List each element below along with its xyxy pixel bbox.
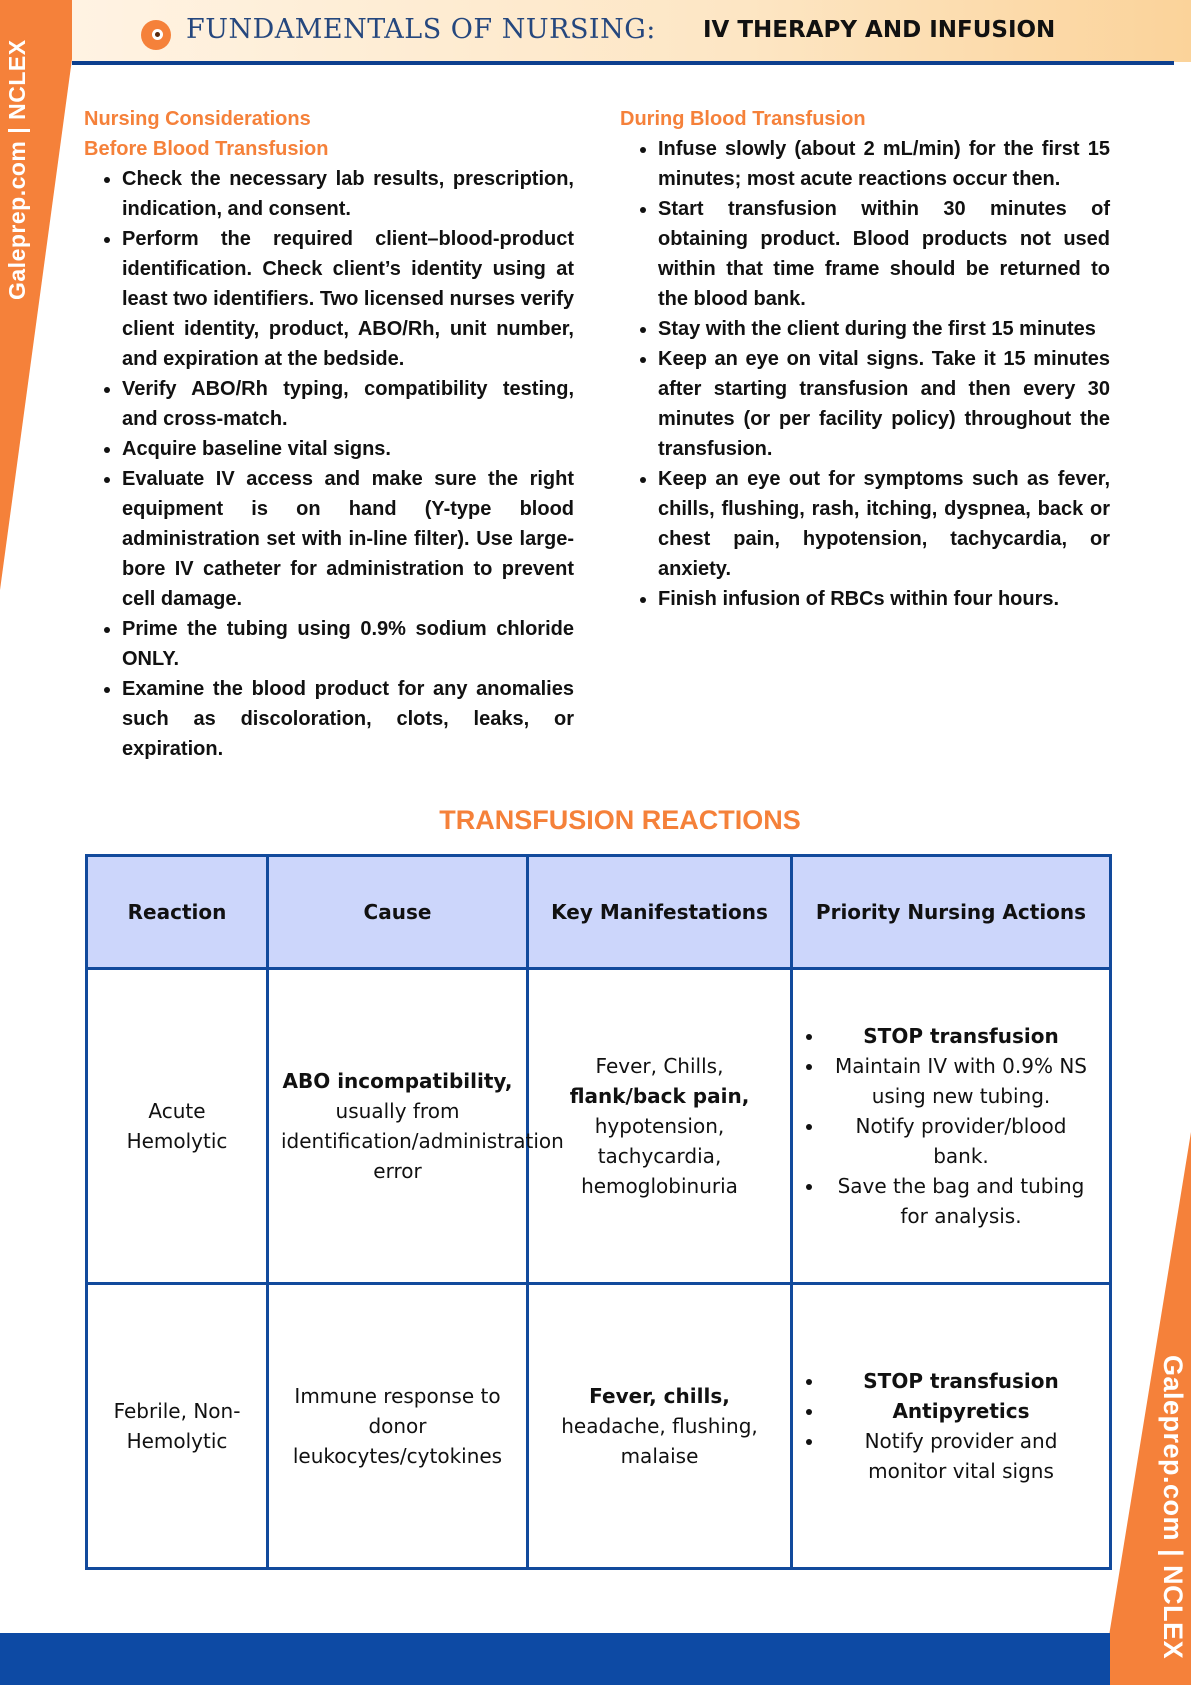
cause-highlight: ABO incompatibility, bbox=[282, 1069, 513, 1093]
manifestation-text: hypotension, tachycardia, hemoglobinuria bbox=[581, 1114, 738, 1198]
transfusion-reactions-table bbox=[85, 854, 1112, 1570]
actions-cell bbox=[792, 969, 1111, 1284]
list-item: • Verify ABO/Rh typing, compatibility testing, and cross-match. bbox=[122, 374, 574, 434]
list-item: • Check the necessary lab results, prescription, indication, and consent. bbox=[122, 164, 574, 224]
manifestations-cell bbox=[528, 969, 792, 1284]
actions-list bbox=[805, 1366, 1097, 1486]
table-row bbox=[87, 1284, 1111, 1569]
manifestation-highlight: flank/back pain, bbox=[569, 1084, 750, 1108]
list-item: • Keep an eye out for symptoms such as fever, chills, flushing, rash, itching, dyspnea, back or chest pain, hypotension, tachycardia, or anxiety. bbox=[658, 464, 1110, 584]
table-row bbox=[87, 969, 1111, 1284]
actions-list bbox=[805, 1021, 1097, 1231]
actions-cell bbox=[792, 1284, 1111, 1569]
list-item: • Keep an eye on vital signs. Take it 15 minutes after starting transfusion and then every 30 minutes (or per facility policy) throughout the transfusion. bbox=[658, 344, 1110, 464]
section-heading: Nursing Considerations bbox=[84, 108, 311, 130]
reaction-cell: Febrile, Non-Hemolytic bbox=[87, 1284, 268, 1569]
list-item: • Finish infusion of RBCs within four hours. bbox=[658, 584, 1110, 614]
cause-cell bbox=[268, 969, 564, 1284]
list-item: • Examine the blood product for any anomalies such as discoloration, clots, leaks, or expiration. bbox=[122, 674, 574, 764]
list-item: • Prime the tubing using 0.9% sodium chloride ONLY. bbox=[122, 614, 574, 674]
reaction-cell: Acute Hemolytic bbox=[87, 969, 268, 1284]
header-subtitle: IV THERAPY AND INFUSION bbox=[703, 17, 1056, 43]
during-transfusion-section bbox=[620, 104, 1110, 614]
manifestation-text: headache, flushing, malaise bbox=[561, 1414, 758, 1468]
during-list bbox=[620, 134, 1110, 614]
column-header: Key Manifestations bbox=[528, 856, 792, 969]
cause-cell: Immune response to donor leukocytes/cytokines bbox=[268, 1284, 528, 1569]
cause-text: usually from identification/administration error bbox=[281, 1099, 564, 1183]
list-item: • Infuse slowly (about 2 mL/min) for the first 15 minutes; most acute reactions occur then. bbox=[658, 134, 1110, 194]
footer-bar bbox=[0, 1633, 1110, 1685]
header-brand-title: FUNDAMENTALS OF NURSING: bbox=[186, 14, 656, 45]
side-watermark-right: Galeprep.com | NCLEX bbox=[1158, 1355, 1188, 1660]
action-item: • Maintain IV with 0.9% NS using new tubing. bbox=[825, 1051, 1097, 1111]
list-item: • Acquire baseline vital signs. bbox=[122, 434, 574, 464]
manifestations-cell bbox=[528, 1284, 792, 1569]
bird-logo-icon bbox=[141, 20, 171, 50]
manifestation-text: Fever, Chills, bbox=[595, 1054, 724, 1078]
list-item: • Perform the required client–blood-product identification. Check client’s identity using at least two identifiers. Two licensed nurses verify client identity, product, ABO/Rh, unit number, and expiration at the bedside. bbox=[122, 224, 574, 374]
list-item: • Evaluate IV access and make sure the right equipment is on hand (Y-type blood administration set with in-line filter). Use large-bore IV catheter for administration to prevent cell damage. bbox=[122, 464, 574, 614]
action-item: • STOP transfusion bbox=[825, 1366, 1097, 1396]
action-item: • Notify provider and monitor vital signs bbox=[825, 1426, 1097, 1486]
list-item: • Start transfusion within 30 minutes of obtaining product. Blood products not used within that time frame should be returned to the blood bank. bbox=[658, 194, 1110, 314]
list-item: • Stay with the client during the first 15 minutes bbox=[658, 314, 1110, 344]
section-heading: During Blood Transfusion bbox=[620, 108, 866, 130]
action-item: • Notify provider/blood bank. bbox=[825, 1111, 1097, 1171]
before-list bbox=[84, 164, 574, 764]
action-item: • STOP transfusion bbox=[825, 1021, 1097, 1051]
column-header: Cause bbox=[268, 856, 528, 969]
column-header: Reaction bbox=[87, 856, 268, 969]
table-title: TRANSFUSION REACTIONS bbox=[439, 805, 801, 835]
section-heading: Before Blood Transfusion bbox=[84, 138, 329, 160]
side-watermark-left: Galeprep.com | NCLEX bbox=[4, 39, 30, 300]
action-item: • Save the bag and tubing for analysis. bbox=[825, 1171, 1097, 1231]
table-header-row bbox=[87, 856, 1111, 969]
before-transfusion-section bbox=[84, 104, 574, 764]
manifestation-highlight: Fever, chills, bbox=[589, 1384, 730, 1408]
header-divider bbox=[72, 61, 1174, 65]
column-header: Priority Nursing Actions bbox=[792, 856, 1111, 969]
action-item: • Antipyretics bbox=[825, 1396, 1097, 1426]
